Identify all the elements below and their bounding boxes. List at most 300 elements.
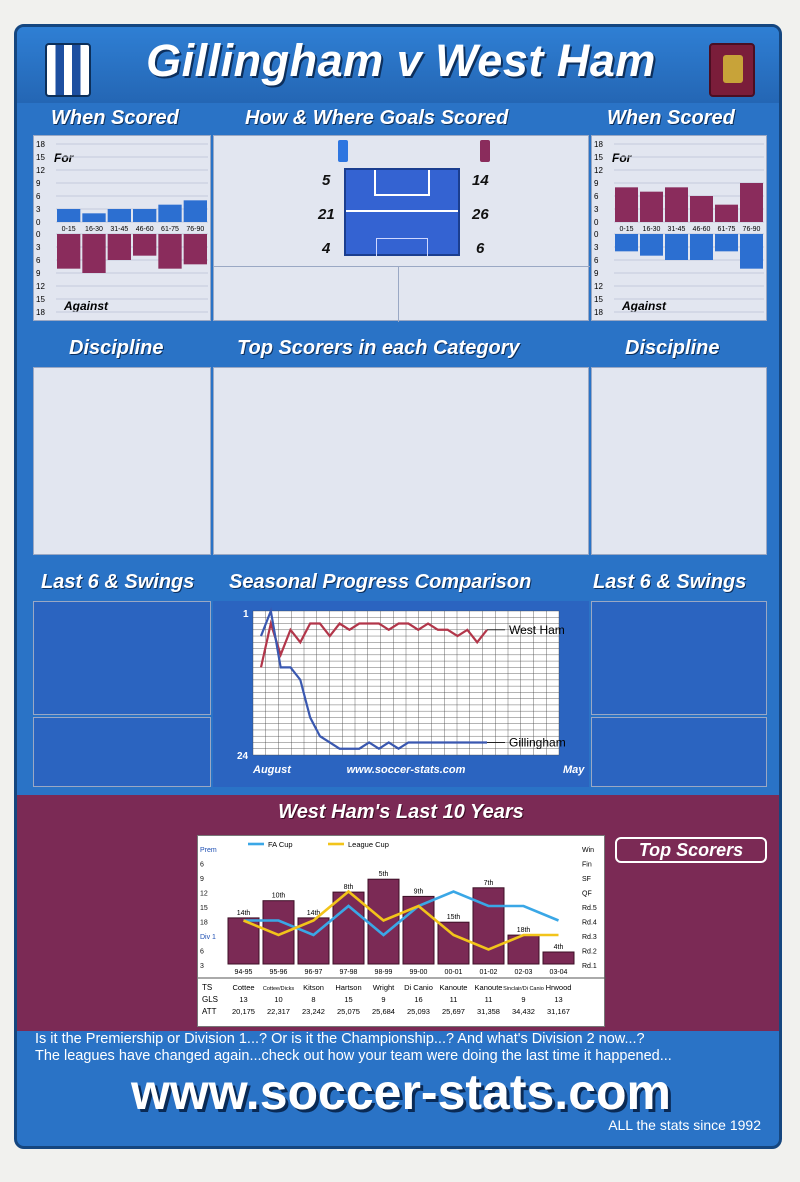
for-bar [715,205,738,222]
tick-label: 18 [36,140,45,149]
against-bar [82,234,105,273]
against-bar [690,234,713,260]
top-scorer-row [611,964,769,978]
table-cell: Kanoute [439,983,468,992]
table-cell: Sinclair/Di Canio [503,986,544,992]
finish-label: 7th [483,879,494,887]
discipline-row [592,475,766,493]
season-label: 01-02 [479,969,498,976]
when-scored-home-chart [34,136,212,322]
finish-bar [263,901,294,964]
home-away [700,697,728,713]
header [17,27,782,103]
swing-row [592,734,766,750]
for-bar [740,183,763,222]
table-cell: Cottee [232,983,255,992]
last6-row [592,618,766,634]
finish-label: 10th [271,892,286,900]
shot-summary-row [404,268,584,286]
against-bar [158,234,181,269]
swing-row [592,767,766,783]
category-scorers [213,367,589,555]
right-axis-label: Rd.1 [582,963,597,970]
swing-row [34,751,210,767]
shot-type-row [218,159,304,180]
site-link[interactable]: www.soccer-stats.com [130,1064,671,1120]
discipline-row [592,457,766,475]
home-away [700,618,728,634]
discipline-row [592,421,766,439]
last6-row [592,634,766,650]
left-axis-label: Prem [200,847,217,854]
against-bar [108,234,131,260]
table-cell: 22,317 [267,1007,290,1016]
last10-chart [198,836,606,1028]
finish-label: 8th [343,884,354,892]
last6-row [34,634,210,650]
finish-bar [543,952,574,964]
tick-label: 15 [594,153,603,162]
home-away [700,634,728,650]
section-bar-last6 [17,567,782,597]
score [172,650,204,666]
shot-type-row [218,220,304,241]
last10-stat-row [37,912,189,925]
season-label: 94-95 [234,969,253,976]
discipline-heading-away: Discipline [625,337,720,359]
tick-label: 9 [36,179,41,188]
score [728,681,760,697]
shot-type-row [494,179,584,200]
score [172,665,204,681]
shot-type-row [218,179,304,200]
table-cell: 13 [239,995,248,1004]
home-away [144,650,172,666]
y-top-label: 1 [243,609,249,620]
top-scorer-row [611,881,769,895]
table-cell: Kanoute [474,983,503,992]
home-goals-outside: 4 [322,240,331,257]
when-scored-heading-away: When Scored [607,107,735,129]
season-label: 97-98 [339,969,358,976]
last6-row [592,650,766,666]
right-axis-label: QF [582,890,592,898]
discipline-row [34,510,210,528]
table-cell: 25,697 [442,1007,465,1016]
against-bar [615,234,638,251]
home-away [700,650,728,666]
opponent [40,618,144,634]
discipline-row [592,528,766,546]
against-label: Against [64,299,109,313]
top-scorers-category-heading: Top Scorers in each Category [237,337,520,359]
home-away [144,665,172,681]
section-bar-goals [17,103,782,133]
tick-label: 6 [36,256,41,265]
table-cell: 34,432 [512,1007,535,1016]
opponent [598,665,700,681]
away-shirt-icon [480,140,490,162]
discipline-row [34,493,210,511]
discipline-heading-home: Discipline [69,337,164,359]
tick-label: 9 [594,269,599,278]
x-start-label: August [253,764,291,776]
home-goals-box: 21 [318,206,335,223]
tick-label: 6 [36,192,41,201]
table-cell: 25,093 [407,1007,430,1016]
top-scorer-row [611,977,769,991]
discipline-row [34,368,210,386]
last10-stat-row [37,886,189,899]
tick-label: 15 [594,295,603,304]
last6-row [592,681,766,697]
last6-row [34,681,210,697]
shot-type-row [494,200,584,221]
last10-stats [37,835,189,1013]
legend-label: League Cup [348,840,389,849]
swing-row [34,734,210,750]
table-cell: Cottee/Dicks [262,986,295,992]
finish-label: 5th [378,871,389,879]
legend-label: FA Cup [268,840,293,849]
opponent [598,634,700,650]
left-axis-label: Div 1 [200,934,216,941]
left-axis-label: 18 [200,919,208,927]
last6-row [34,665,210,681]
tick-label: 18 [36,308,45,317]
shot-summary-row [404,286,584,304]
tick-label: 3 [36,205,41,214]
bin-label: 0-15 [619,226,634,233]
tick-label: 18 [594,308,603,317]
discipline-row [34,386,210,404]
table-cell: 11 [449,995,458,1004]
bin-label: 76-90 [186,226,205,233]
pitch-graphic [344,168,460,256]
last6-home [33,601,211,787]
score [728,697,760,713]
tick-label: 0 [594,230,599,239]
score [172,681,204,697]
series-label: Gillingham [509,735,566,750]
finish-label: 9th [413,888,424,896]
last10-stat-row [37,873,189,886]
swing-row [592,751,766,767]
right-axis-label: Rd.4 [582,919,597,927]
discipline-row [34,528,210,546]
table-cell: Kitson [303,983,324,992]
last6-heading-home: Last 6 & Swings [41,571,195,593]
bin-label: 31-45 [110,226,129,233]
table-cell: Hartson [335,983,362,992]
for-bar [158,205,181,222]
away-goals-box: 26 [472,206,489,223]
home-away [144,697,172,713]
finish-bar [438,922,469,964]
bin-label: 76-90 [742,226,761,233]
right-axis-label: Fin [582,861,592,869]
discipline-row [592,368,766,386]
for-label: For [54,151,74,165]
left-axis-label: 6 [200,861,204,869]
last10-section [17,795,782,1031]
discipline-row [34,404,210,422]
for-bar [108,209,131,222]
home-shirt-icon [338,140,348,162]
left-axis-label: 15 [200,905,208,912]
biggest-win [37,937,189,950]
shot-type-row [494,159,584,180]
last6-row [34,697,210,713]
heaviest-defeat [37,989,189,1002]
discipline-row [592,404,766,422]
home-goals-6yd: 5 [322,172,331,189]
score [728,650,760,666]
when-scored-home [33,135,211,321]
tick-label: 0 [594,218,599,227]
home-away [700,665,728,681]
swing-row [592,718,766,734]
table-cell: 31,167 [547,1007,570,1016]
tick-label: 12 [594,166,603,175]
season-label: 96-97 [304,969,323,976]
col-score [728,602,760,618]
opponent [598,650,700,666]
right-axis-label: Rd.5 [582,905,597,912]
tick-label: 3 [36,243,41,252]
x-end-label: May [563,764,585,776]
for-bar [57,209,80,222]
swing-row [34,718,210,734]
home-away [144,681,172,697]
shot-type-row [218,200,304,221]
season-label: 99-00 [409,969,428,976]
finish-label: 18th [516,927,531,935]
discipline-row [592,493,766,511]
stats-card [14,24,782,1149]
watermark: www.soccer-stats.com [346,764,466,776]
table-cell: 15 [344,995,353,1004]
table-cell: 20,175 [232,1007,255,1016]
against-bar [57,234,80,269]
opponent [40,697,144,713]
tick-label: 6 [594,256,599,265]
home-away [144,634,172,650]
for-bar [665,187,688,222]
for-bar [615,187,638,222]
shot-summary-row [404,304,584,322]
against-bar [133,234,156,256]
seasonal-chart [213,601,589,787]
bin-label: 61-75 [717,226,736,233]
tick-label: 15 [36,153,45,162]
right-axis-label: Rd.2 [582,948,597,956]
top-scorer-row [611,950,769,964]
last6-row [34,650,210,666]
right-axis-label: Win [582,847,595,854]
discipline-row [34,421,210,439]
table-row-label: ATT [202,1007,217,1016]
when-scored-away-chart [592,136,768,322]
for-bar [184,200,207,222]
tick-label: 9 [36,269,41,278]
home-shot-types [218,138,304,261]
season-label: 00-01 [444,969,463,976]
tick-label: 12 [36,282,45,291]
top-scorer-row [611,991,769,1005]
score [728,665,760,681]
tick-label: 18 [594,140,603,149]
discipline-row [592,386,766,404]
shot-type-row [218,241,304,262]
bin-label: 31-45 [667,226,686,233]
col-score [172,602,204,618]
away-goals-outside: 6 [476,240,485,257]
page-title: Gillingham v West Ham [146,35,656,86]
season-label: 03-04 [549,969,568,976]
against-bar [740,234,763,269]
table-cell: 13 [554,995,563,1004]
bin-label: 46-60 [692,226,711,233]
footer-text [35,1031,775,1065]
table-cell: 8 [311,995,316,1004]
west-ham-crest-icon [709,43,755,97]
bin-label: 16-30 [85,226,103,233]
for-bar [82,213,105,222]
season-label: 95-96 [269,969,288,976]
tick-label: 3 [594,243,599,252]
discipline-row [34,457,210,475]
score [172,634,204,650]
bin-label: 0-15 [61,226,76,233]
last10-chart-panel [197,835,605,1027]
top-scorer-row [611,895,769,909]
right-axis-label: SF [582,876,591,883]
top-scorers-list [611,867,769,1005]
footer-line-1: Is it the Premiership or Division 1...? Or is it the Championship...? And what's Division 2 now...? [35,1031,645,1047]
left-axis-label: 6 [200,948,204,956]
away-shot-summary [404,268,584,322]
discipline-row [592,439,766,457]
tick-label: 12 [594,282,603,291]
discipline-row [34,475,210,493]
bin-label: 16-30 [642,226,661,233]
finish-bar [333,892,364,964]
last6-heading-away: Last 6 & Swings [593,571,747,593]
season-label: 02-03 [514,969,533,976]
for-label: For [612,151,632,165]
opponent [40,681,144,697]
shot-type-row [494,241,584,262]
footer-line-2: The leagues have changed again...check out how your team were doing the last time it happened... [35,1048,672,1064]
last10-heading: West Ham's Last 10 Years [278,801,524,823]
for-bar [640,192,663,222]
table-cell: Wright [372,983,395,992]
gillingham-crest-icon [45,43,91,97]
score [728,634,760,650]
score [172,697,204,713]
score [172,618,204,634]
table-cell: Di Canio [404,983,433,992]
last10-stat-row [37,835,189,848]
against-label: Against [622,299,667,313]
series-label: West Ham [509,622,565,637]
last6-row [34,618,210,634]
top-scorer-row [611,908,769,922]
table-cell: 9 [381,995,386,1004]
home-shot-summary [218,268,392,322]
shot-type-row [494,220,584,241]
seasonal-heading: Seasonal Progress Comparison [229,571,532,593]
right-axis-label: Rd.3 [582,934,597,941]
left-axis-label: 3 [200,963,204,970]
col-opponents [598,602,700,618]
tick-label: 0 [36,218,41,227]
against-bar [665,234,688,260]
table-cell: 11 [484,995,493,1004]
last10-stat-row [37,861,189,874]
y-bottom-label: 24 [237,751,249,762]
tagline: ALL the stats since 1992 [608,1117,761,1133]
score [728,618,760,634]
col-ha [144,602,172,618]
last10-stat-row [37,899,189,912]
home-away [144,618,172,634]
table-cell: 16 [414,995,423,1004]
when-scored-heading-home: When Scored [51,107,179,129]
discipline-row [34,439,210,457]
discipline-away [591,367,767,555]
col-opponents [40,602,144,618]
nb-note [37,1001,189,1013]
last6-row [592,697,766,713]
tick-label: 9 [594,179,599,188]
top-scorer-row [611,922,769,936]
for-bar [133,209,156,222]
table-row-label: TS [202,983,213,992]
finish-label: 15th [446,914,461,922]
table-cell: 25,684 [372,1007,395,1016]
shot-summary-row [218,268,392,286]
opponent [40,634,144,650]
tick-label: 0 [36,230,41,239]
finish-bar [473,888,504,964]
table-cell: 25,075 [337,1007,360,1016]
shot-type-row [494,138,584,159]
tick-label: 12 [36,166,45,175]
table-cell: 31,358 [477,1007,500,1016]
shot-summary-row [218,286,392,304]
table-cell: 10 [274,995,283,1004]
table-cell: Hrwood [545,983,572,992]
last6-row [592,665,766,681]
heaviest-defeat [37,976,189,989]
for-bar [690,196,713,222]
biggest-win-label [37,925,189,938]
biggest-win [37,950,189,963]
home-away [700,681,728,697]
tick-label: 6 [594,192,599,201]
opponent [598,618,700,634]
shot-type-row [218,138,304,159]
last10-stat-row [37,848,189,861]
against-bar [184,234,207,264]
opponent [40,665,144,681]
table-cell: 23,242 [302,1007,325,1016]
top-scorers-heading: Top Scorers [615,837,767,863]
section-bar-discipline [17,333,782,363]
against-bar [715,234,738,251]
